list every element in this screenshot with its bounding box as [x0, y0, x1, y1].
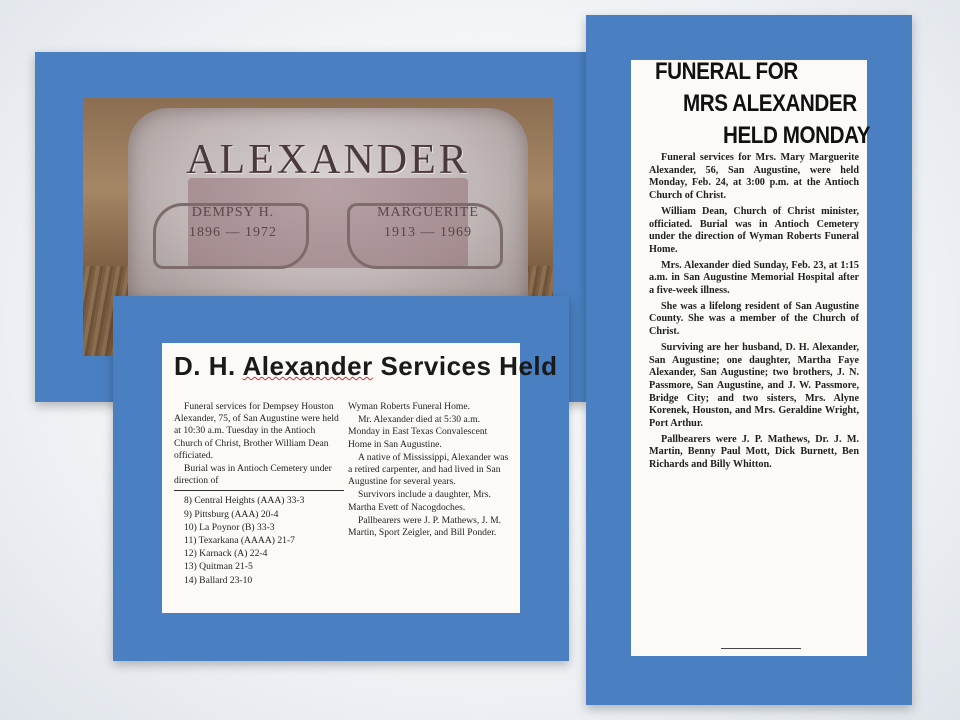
headstone	[128, 108, 528, 308]
article-paragraph: William Dean, Church of Christ minister, officiated. Burial was in Antioch Cemetery under the direction of Wyman Roberts Funeral Home.	[649, 205, 859, 255]
epitaph-right	[358, 203, 498, 243]
headline-suffix: Services Held	[380, 351, 558, 381]
column-divider	[174, 490, 344, 491]
score-line: 10) La Poynor (B) 33-3	[184, 521, 275, 533]
article-paragraph: Survivors include a daughter, Mrs. Martha Evett of Nacogdoches.	[348, 489, 491, 513]
headline-line-2: MRS ALEXANDER	[683, 90, 857, 117]
epitaph-left-years: 1896 — 1972	[189, 225, 277, 240]
article-paragraph: Funeral services for Dempsey Houston Alexander, 75, of San Augustine were held at 10:30 a.m. Tuesday in the Antioch Church of Christ, Brother William Dean officiated.	[174, 401, 339, 461]
article-paragraph: Mr. Alexander died at 5:30 a.m. Monday in East Texas Convalescent Home in San Augustine.	[348, 414, 488, 450]
article-paragraph: Wyman Roberts Funeral Home.	[348, 401, 470, 412]
article-paragraph: She was a lifelong resident of San Augustine County. She was a member of the Church of Christ.	[649, 300, 859, 338]
score-line: 9) Pittsburg (AAA) 20-4	[184, 508, 279, 520]
headline-line-3: HELD MONDAY	[723, 122, 871, 149]
clipping-headline	[174, 351, 558, 382]
article-paragraph: Funeral services for Mrs. Mary Marguerite Alexander, 56, San Augustine, were held Monday, Feb. 24, at 3:00 p.m. at the Antioch Church of Christ.	[649, 152, 859, 202]
score-line: 14) Ballard 23-10	[184, 574, 253, 586]
article-paragraph: Burial was in Antioch Cemetery under direction of	[174, 463, 332, 487]
epitaph-right-years: 1913 — 1969	[384, 225, 472, 240]
article-paragraph: Pallbearers were J. P. Mathews, Dr. J. M. Martin, Benny Paul Mott, Dick Burnett, Ben Richards and Billy Whitton.	[649, 433, 859, 471]
score-line: 8) Central Heights (AAA) 33-3	[184, 495, 305, 507]
score-line: 12) Karnack (A) 22-4	[184, 548, 268, 560]
article-paragraph: Pallbearers were J. P. Mathews, J. M. Martin, Sport Zeigler, and Bill Ponder.	[348, 514, 502, 539]
score-line: 13) Quitman 21-5	[184, 561, 253, 573]
article-paragraph: Mrs. Alexander died Sunday, Feb. 23, at 1:15 a.m. in San Augustine Memorial Hospital after a five-week illness.	[649, 259, 859, 297]
score-line: 11) Texarkana (AAAA) 21-7	[184, 535, 295, 547]
end-rule	[721, 648, 801, 649]
article-paragraph: Surviving are her husband, D. H. Alexander, San Augustine; one daughter, Martha Faye Alexander, San Augustine; two brothers, J. N. Passmore, San Augustine, and J. W. Passmore, Bridge City; and two sisters, Mrs. Alyne Korenek, Houston, and Mrs. Geraldine Wright, Port Arthur.	[649, 341, 859, 430]
epitaph-right-name: MARGUERITE	[377, 205, 479, 220]
epitaph-left	[163, 203, 303, 243]
newspaper-clipping-dh-alexander	[162, 343, 558, 613]
headline-line-1: FUNERAL FOR	[655, 58, 798, 85]
epitaph-left-name: DEMPSY H.	[191, 205, 275, 220]
headstone-name: ALEXANDER	[186, 137, 470, 183]
headline-prefix: D. H.	[174, 351, 236, 381]
clipping-left-column	[174, 401, 344, 588]
clipping-right-column	[348, 401, 513, 540]
newspaper-clipping-mrs-alexander	[631, 58, 871, 656]
headline-name: Alexander	[242, 351, 373, 381]
article-paragraph: A native of Mississippi, Alexander was a retired carpenter, and had lived in San Augustine for several years.	[348, 451, 509, 488]
article-body	[649, 152, 859, 475]
